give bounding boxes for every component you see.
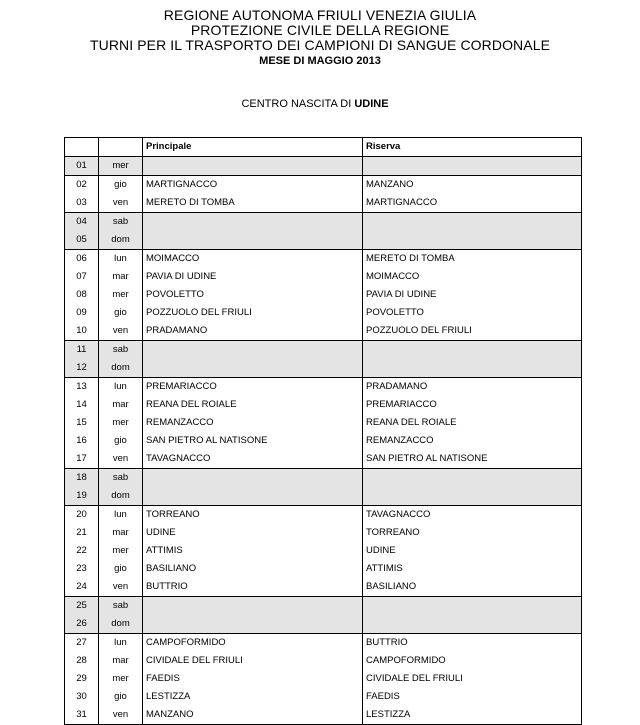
month-year: 2013: [353, 55, 381, 67]
riserva-cell: TAVAGNACCO: [363, 506, 582, 525]
riserva-cell: MANZANO: [363, 176, 582, 195]
table-row: [65, 432, 582, 450]
header-month: [0, 54, 640, 68]
principale-cell: MOIMACCO: [143, 250, 363, 269]
weekday-cell: sab: [99, 469, 143, 488]
riserva-cell: BASILIANO: [363, 578, 582, 597]
day-number-cell: 01: [65, 157, 99, 176]
riserva-cell: [363, 157, 582, 176]
riserva-cell: [363, 469, 582, 488]
principale-cell: PAVIA DI UDINE: [143, 268, 363, 286]
principale-cell: BASILIANO: [143, 560, 363, 578]
table-body: [65, 157, 582, 725]
day-number-cell: 06: [65, 250, 99, 269]
riserva-cell: POZZUOLO DEL FRIULI: [363, 322, 582, 341]
riserva-cell: MERETO DI TOMBA: [363, 250, 582, 269]
riserva-cell: [363, 597, 582, 616]
table-row: [65, 359, 582, 378]
riserva-cell: PREMARIACCO: [363, 396, 582, 414]
table-row: [65, 487, 582, 506]
weekday-cell: lun: [99, 250, 143, 269]
weekday-cell: mar: [99, 268, 143, 286]
riserva-cell: PRADAMANO: [363, 378, 582, 397]
weekday-cell: gio: [99, 432, 143, 450]
day-number-cell: 12: [65, 359, 99, 378]
weekday-cell: ven: [99, 578, 143, 597]
day-number-cell: 23: [65, 560, 99, 578]
principale-cell: [143, 157, 363, 176]
header-day: [99, 138, 143, 157]
weekday-cell: mer: [99, 157, 143, 176]
principale-cell: FAEDIS: [143, 670, 363, 688]
principale-cell: TAVAGNACCO: [143, 450, 363, 469]
riserva-cell: [363, 231, 582, 250]
table-row: [65, 250, 582, 269]
header-riserva: Riserva: [363, 138, 582, 157]
day-number-cell: 18: [65, 469, 99, 488]
centro-city: UDINE: [354, 98, 389, 110]
principale-cell: CAMPOFORMIDO: [143, 634, 363, 653]
day-number-cell: 09: [65, 304, 99, 322]
header-principale: Principale: [143, 138, 363, 157]
day-number-cell: 05: [65, 231, 99, 250]
day-number-cell: 19: [65, 487, 99, 506]
weekday-cell: lun: [99, 634, 143, 653]
table-row: [65, 286, 582, 304]
month-prefix: MESE DI: [259, 55, 308, 67]
riserva-cell: UDINE: [363, 542, 582, 560]
riserva-cell: TORREANO: [363, 524, 582, 542]
principale-cell: [143, 231, 363, 250]
day-number-cell: 02: [65, 176, 99, 195]
principale-cell: TORREANO: [143, 506, 363, 525]
principale-cell: [143, 615, 363, 634]
table-row: [65, 213, 582, 232]
header-region: REGIONE AUTONOMA FRIULI VENEZIA GIULIA: [163, 7, 477, 23]
table-row: [65, 414, 582, 432]
principale-cell: [143, 469, 363, 488]
principale-cell: MARTIGNACCO: [143, 176, 363, 195]
table-row: [65, 469, 582, 488]
day-number-cell: 20: [65, 506, 99, 525]
weekday-cell: sab: [99, 341, 143, 360]
weekday-cell: ven: [99, 450, 143, 469]
table-row: [65, 634, 582, 653]
table-row: [65, 560, 582, 578]
weekday-cell: gio: [99, 176, 143, 195]
table-row: [65, 396, 582, 414]
weekday-cell: sab: [99, 597, 143, 616]
table-row: [65, 157, 582, 176]
shifts-table: [64, 137, 582, 725]
table-row: [65, 706, 582, 725]
day-number-cell: 31: [65, 706, 99, 725]
riserva-cell: LESTIZZA: [363, 706, 582, 725]
table-row: [65, 578, 582, 597]
day-number-cell: 21: [65, 524, 99, 542]
day-number-cell: 07: [65, 268, 99, 286]
header-num: [65, 138, 99, 157]
table-row: [65, 176, 582, 195]
day-number-cell: 03: [65, 194, 99, 213]
riserva-cell: [363, 341, 582, 360]
table-row: [65, 341, 582, 360]
weekday-cell: dom: [99, 487, 143, 506]
principale-cell: LESTIZZA: [143, 688, 363, 706]
day-number-cell: 30: [65, 688, 99, 706]
weekday-cell: dom: [99, 231, 143, 250]
day-number-cell: 15: [65, 414, 99, 432]
riserva-cell: [363, 359, 582, 378]
day-number-cell: 26: [65, 615, 99, 634]
weekday-cell: ven: [99, 322, 143, 341]
table-row: [65, 506, 582, 525]
principale-cell: MERETO DI TOMBA: [143, 194, 363, 213]
riserva-cell: CIVIDALE DEL FRIULI: [363, 670, 582, 688]
weekday-cell: lun: [99, 378, 143, 397]
table-row: [65, 542, 582, 560]
weekday-cell: sab: [99, 213, 143, 232]
day-number-cell: 14: [65, 396, 99, 414]
day-number-cell: 08: [65, 286, 99, 304]
weekday-cell: mar: [99, 652, 143, 670]
month-name: MAGGIO: [307, 55, 354, 67]
table-row: [65, 615, 582, 634]
weekday-cell: lun: [99, 506, 143, 525]
table-row: [65, 652, 582, 670]
principale-cell: CIVIDALE DEL FRIULI: [143, 652, 363, 670]
day-number-cell: 13: [65, 378, 99, 397]
principale-cell: PRADAMANO: [143, 322, 363, 341]
principale-cell: ATTIMIS: [143, 542, 363, 560]
table-row: [65, 322, 582, 341]
weekday-cell: dom: [99, 359, 143, 378]
weekday-cell: dom: [99, 615, 143, 634]
riserva-cell: ATTIMIS: [363, 560, 582, 578]
riserva-cell: REMANZACCO: [363, 432, 582, 450]
principale-cell: [143, 359, 363, 378]
day-number-cell: 04: [65, 213, 99, 232]
riserva-cell: SAN PIETRO AL NATISONE: [363, 450, 582, 469]
weekday-cell: mer: [99, 542, 143, 560]
principale-cell: POZZUOLO DEL FRIULI: [143, 304, 363, 322]
riserva-cell: MOIMACCO: [363, 268, 582, 286]
riserva-cell: [363, 487, 582, 506]
weekday-cell: mar: [99, 396, 143, 414]
riserva-cell: CAMPOFORMIDO: [363, 652, 582, 670]
day-number-cell: 28: [65, 652, 99, 670]
principale-cell: MANZANO: [143, 706, 363, 725]
day-number-cell: 27: [65, 634, 99, 653]
header-protezione-civile: PROTEZIONE CIVILE DELLA REGIONE: [190, 22, 450, 38]
table-row: [65, 378, 582, 397]
weekday-cell: gio: [99, 560, 143, 578]
table-row: [65, 524, 582, 542]
riserva-cell: REANA DEL ROIALE: [363, 414, 582, 432]
riserva-cell: [363, 615, 582, 634]
weekday-cell: mer: [99, 670, 143, 688]
principale-cell: REANA DEL ROIALE: [143, 396, 363, 414]
riserva-cell: BUTTRIO: [363, 634, 582, 653]
principale-cell: BUTTRIO: [143, 578, 363, 597]
riserva-cell: PAVIA DI UDINE: [363, 286, 582, 304]
table-row: [65, 194, 582, 213]
weekday-cell: ven: [99, 194, 143, 213]
principale-cell: REMANZACCO: [143, 414, 363, 432]
table-row: [65, 688, 582, 706]
principale-cell: SAN PIETRO AL NATISONE: [143, 432, 363, 450]
weekday-cell: gio: [99, 304, 143, 322]
table-header-row: [65, 138, 582, 157]
day-number-cell: 17: [65, 450, 99, 469]
day-number-cell: 25: [65, 597, 99, 616]
day-number-cell: 11: [65, 341, 99, 360]
day-number-cell: 24: [65, 578, 99, 597]
riserva-cell: POVOLETTO: [363, 304, 582, 322]
day-number-cell: 16: [65, 432, 99, 450]
table-row: [65, 450, 582, 469]
table-row: [65, 597, 582, 616]
weekday-cell: mar: [99, 524, 143, 542]
weekday-cell: ven: [99, 706, 143, 725]
day-number-cell: 22: [65, 542, 99, 560]
weekday-cell: gio: [99, 688, 143, 706]
riserva-cell: [363, 213, 582, 232]
principale-cell: [143, 487, 363, 506]
document-header: [0, 8, 640, 68]
principale-cell: [143, 597, 363, 616]
table-row: [65, 304, 582, 322]
principale-cell: [143, 341, 363, 360]
centro-prefix: CENTRO NASCITA DI: [241, 98, 355, 110]
riserva-cell: FAEDIS: [363, 688, 582, 706]
table-row: [65, 268, 582, 286]
day-number-cell: 29: [65, 670, 99, 688]
day-number-cell: 10: [65, 322, 99, 341]
principale-cell: POVOLETTO: [143, 286, 363, 304]
table-row: [65, 231, 582, 250]
riserva-cell: MARTIGNACCO: [363, 194, 582, 213]
weekday-cell: mer: [99, 286, 143, 304]
header-title: TURNI PER IL TRASPORTO DEI CAMPIONI DI SANGUE CORDONALE: [89, 37, 551, 53]
centro-nascita: [0, 98, 630, 110]
principale-cell: UDINE: [143, 524, 363, 542]
table-row: [65, 670, 582, 688]
principale-cell: PREMARIACCO: [143, 378, 363, 397]
principale-cell: [143, 213, 363, 232]
weekday-cell: mer: [99, 414, 143, 432]
